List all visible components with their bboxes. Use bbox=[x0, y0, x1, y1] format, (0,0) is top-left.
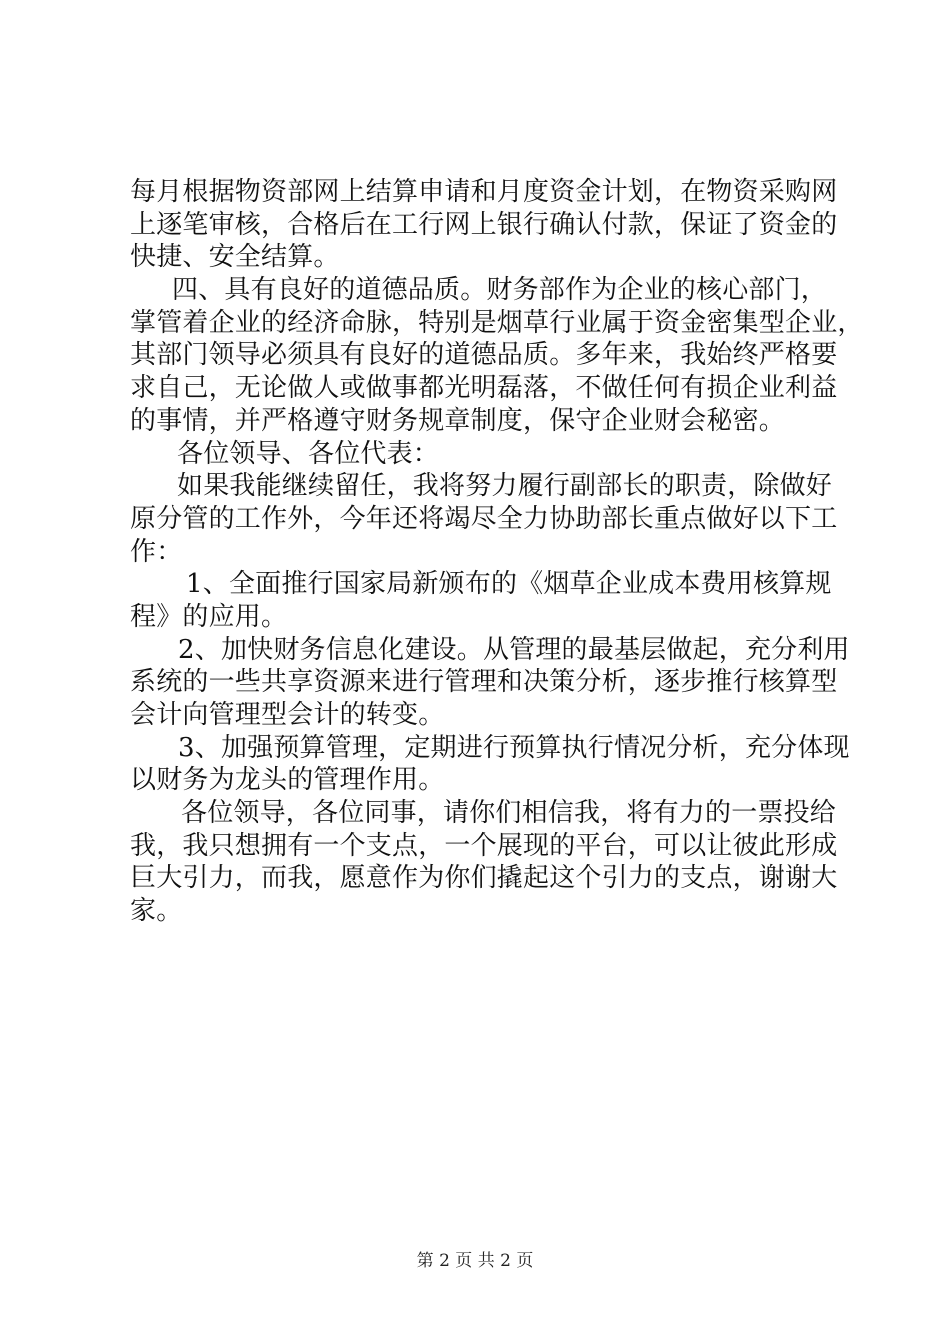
text-line: 的事情，并严格遵守财务规章制度，保守企业财会秘密。 bbox=[130, 405, 786, 436]
page-number-footer: 第 2 页 共 2 页 bbox=[416, 1251, 534, 1271]
document-body bbox=[130, 176, 864, 928]
text-line: 1、全面推行国家局新颁布的《烟草企业成本费用核算规 bbox=[186, 569, 832, 600]
text-line: 3、加强预算管理，定期进行预算执行情况分析，充分体现 bbox=[178, 732, 850, 763]
text-line: 各位领导、各位代表： bbox=[177, 438, 440, 469]
text-line: 系统的一些共享资源来进行管理和决策分析，逐步推行核算型 bbox=[130, 667, 838, 698]
text-line: 我，我只想拥有一个支点，一个展现的平台，可以让彼此形成 bbox=[130, 830, 838, 861]
text-line: 2、加快财务信息化建设。从管理的最基层做起，充分利用 bbox=[178, 634, 850, 665]
text-line: 快捷、安全结算。 bbox=[130, 242, 340, 273]
text-line: 掌管着企业的经济命脉，特别是烟草行业属于资金密集型企业， bbox=[130, 307, 864, 338]
text-line: 以财务为龙头的管理作用。 bbox=[130, 765, 445, 796]
text-line: 家。 bbox=[130, 896, 183, 927]
text-line: 各位领导，各位同事，请你们相信我，将有力的一票投给 bbox=[181, 798, 837, 829]
text-line: 程》的应用。 bbox=[130, 601, 288, 632]
text-line: 上逐笔审核，合格后在工行网上银行确认付款，保证了资金的 bbox=[130, 209, 838, 240]
text-line: 原分管的工作外，今年还将竭尽全力协助部长重点做好以下工 bbox=[130, 503, 838, 534]
text-line: 其部门领导必须具有良好的道德品质。多年来，我始终严格要 bbox=[130, 340, 838, 371]
text-line: 巨大引力，而我，愿意作为你们撬起这个引力的支点，谢谢大 bbox=[130, 863, 838, 894]
text-line: 四、具有良好的道德品质。财务部作为企业的核心部门， bbox=[172, 275, 828, 306]
text-line: 求自己，无论做人或做事都光明磊落，不做任何有损企业利益 bbox=[130, 373, 838, 404]
text-line: 如果我能继续留任，我将努力履行副部长的职责，除做好 bbox=[177, 471, 833, 502]
text-line: 作： bbox=[130, 536, 183, 567]
text-line: 会计向管理型会计的转变。 bbox=[130, 700, 445, 730]
text-line: 每月根据物资部网上结算申请和月度资金计划，在物资采购网 bbox=[130, 177, 838, 207]
